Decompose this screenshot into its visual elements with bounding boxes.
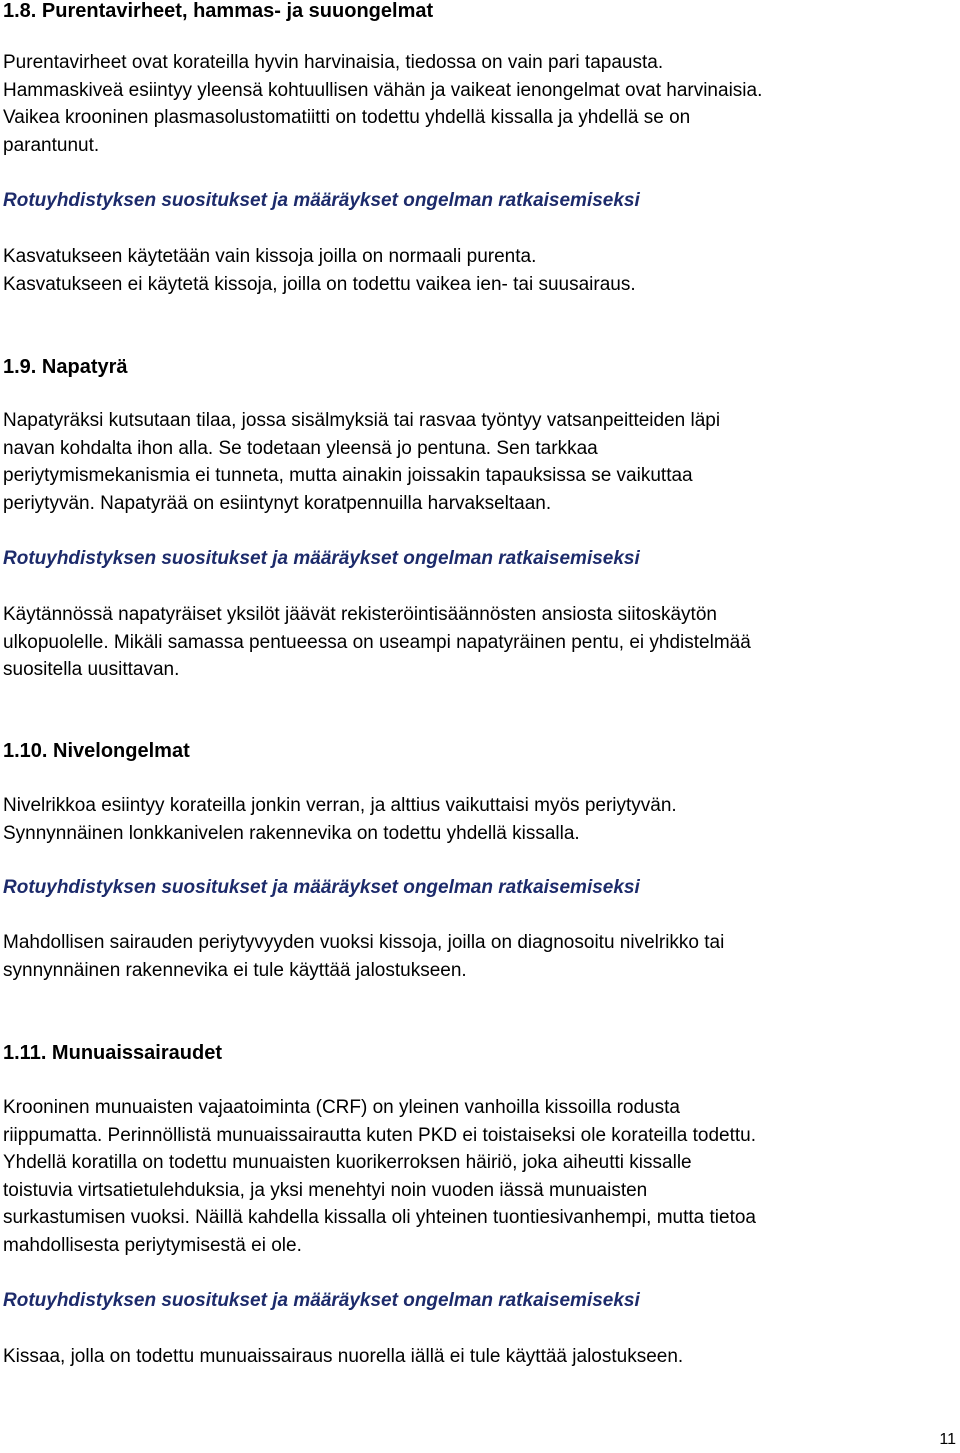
paragraph-line: Kasvatukseen käytetään vain kissoja joilla on normaali purenta. — [3, 246, 537, 267]
paragraph-line: mahdollisesta periytymisestä ei ole. — [3, 1234, 302, 1256]
section-heading-1-10: 1.10. Nivelongelmat — [3, 740, 190, 762]
paragraph-line: parantunut. — [3, 134, 100, 156]
recommendation-body-1-11 — [3, 1343, 958, 1371]
section-heading-1-8: 1.8. Purentavirheet, hammas- ja suuongelmat — [3, 0, 434, 22]
paragraph-line: Synnynnäinen lonkkanivelen rakennevika on todettu yhdellä kissalla. — [3, 822, 580, 844]
recommendation-body-1-9 — [3, 601, 958, 684]
paragraph-line: periytyvän. Napatyrää on esiintynyt koratpennuilla harvakseltaan. — [3, 492, 552, 514]
page-number: 11 — [939, 1431, 956, 1448]
paragraph-line: Vaikea krooninen plasmasolustomatiitti on todettu yhdellä kissalla ja yhdellä se on — [3, 107, 691, 128]
section-heading-1-11: 1.11. Munuaissairaudet — [3, 1042, 222, 1064]
paragraph-line: Purentavirheet ovat korateilla hyvin harvinaisia, tiedossa on vain pari tapausta. — [3, 52, 664, 73]
recommendation-title-1-11: Rotuyhdistyksen suositukset ja määräykset ongelman ratkaisemiseksi — [3, 1290, 640, 1311]
section-body-1-9 — [3, 407, 958, 517]
section-heading-1-9: 1.9. Napatyrä — [3, 356, 128, 378]
paragraph-line: suositella uusittavan. — [3, 659, 180, 680]
paragraph-line: Napatyräksi kutsutaan tilaa, jossa sisälmyksiä tai rasvaa työntyy vatsanpeitteiden läpi — [3, 410, 721, 431]
paragraph-line: synnynnäinen rakennevika ei tule käyttää jalostukseen. — [3, 959, 467, 981]
recommendation-title-1-10: Rotuyhdistyksen suositukset ja määräykset ongelman ratkaisemiseksi — [3, 877, 640, 898]
paragraph-line: Yhdellä koratilla on todettu munuaisten kuorikerroksen häiriö, joka aiheutti kissalle — [3, 1152, 692, 1173]
section-body-1-11 — [3, 1094, 958, 1259]
section-body-1-8 — [3, 49, 958, 159]
paragraph-line: surkastumisen vuoksi. Näillä kahdella kissalla oli yhteinen tuontiesivanhempi, mutta tietoa — [3, 1207, 756, 1228]
recommendation-body-1-8 — [3, 243, 958, 298]
paragraph-line: toistuvia virtsatietulehduksia, ja yksi menehtyi noin vuoden iässä munuaisten — [3, 1179, 648, 1201]
paragraph-line: Hammaskiveä esiintyy yleensä kohtuullisen vähän ja vaikeat ienongelmat ovat harvinaisia. — [3, 79, 763, 101]
paragraph-line: Krooninen munuaisten vajaatoiminta (CRF) on yleinen vanhoilla kissoilla rodusta — [3, 1097, 680, 1118]
recommendation-body-1-10 — [3, 929, 958, 984]
paragraph-line: navan kohdalta ihon alla. Se todetaan yleensä jo pentuna. Sen tarkkaa — [3, 437, 598, 459]
recommendation-title-1-9: Rotuyhdistyksen suositukset ja määräykset ongelman ratkaisemiseksi — [3, 548, 640, 569]
section-body-1-10 — [3, 792, 958, 847]
paragraph-line: ulkopuolelle. Mikäli samassa pentueessa on useampi napatyräinen pentu, ei yhdistelmää — [3, 631, 751, 653]
recommendation-title-1-8: Rotuyhdistyksen suositukset ja määräykset ongelman ratkaisemiseksi — [3, 190, 640, 211]
paragraph-line: riippumatta. Perinnöllistä munuaissairautta kuten PKD ei toistaiseksi ole korateilla todettu. — [3, 1124, 756, 1146]
paragraph-line: Käytännössä napatyräiset yksilöt jäävät rekisteröintisäännösten ansiosta siitoskäytön — [3, 604, 717, 625]
paragraph-line: Kissaa, jolla on todettu munuaissairaus nuorella iällä ei tule käyttää jalostukseen. — [3, 1346, 684, 1367]
paragraph-line: Kasvatukseen ei käytetä kissoja, joilla on todettu vaikea ien- tai suusairaus. — [3, 273, 636, 295]
paragraph-line: Nivelrikkoa esiintyy korateilla jonkin verran, ja alttius vaikuttaisi myös periytyvän. — [3, 795, 677, 816]
paragraph-line: Mahdollisen sairauden periytyvyyden vuoksi kissoja, joilla on diagnosoitu nivelrikko tai — [3, 932, 725, 953]
paragraph-line: periytymismekanismia ei tunneta, mutta ainakin joissakin tapauksissa se vaikuttaa — [3, 465, 693, 486]
